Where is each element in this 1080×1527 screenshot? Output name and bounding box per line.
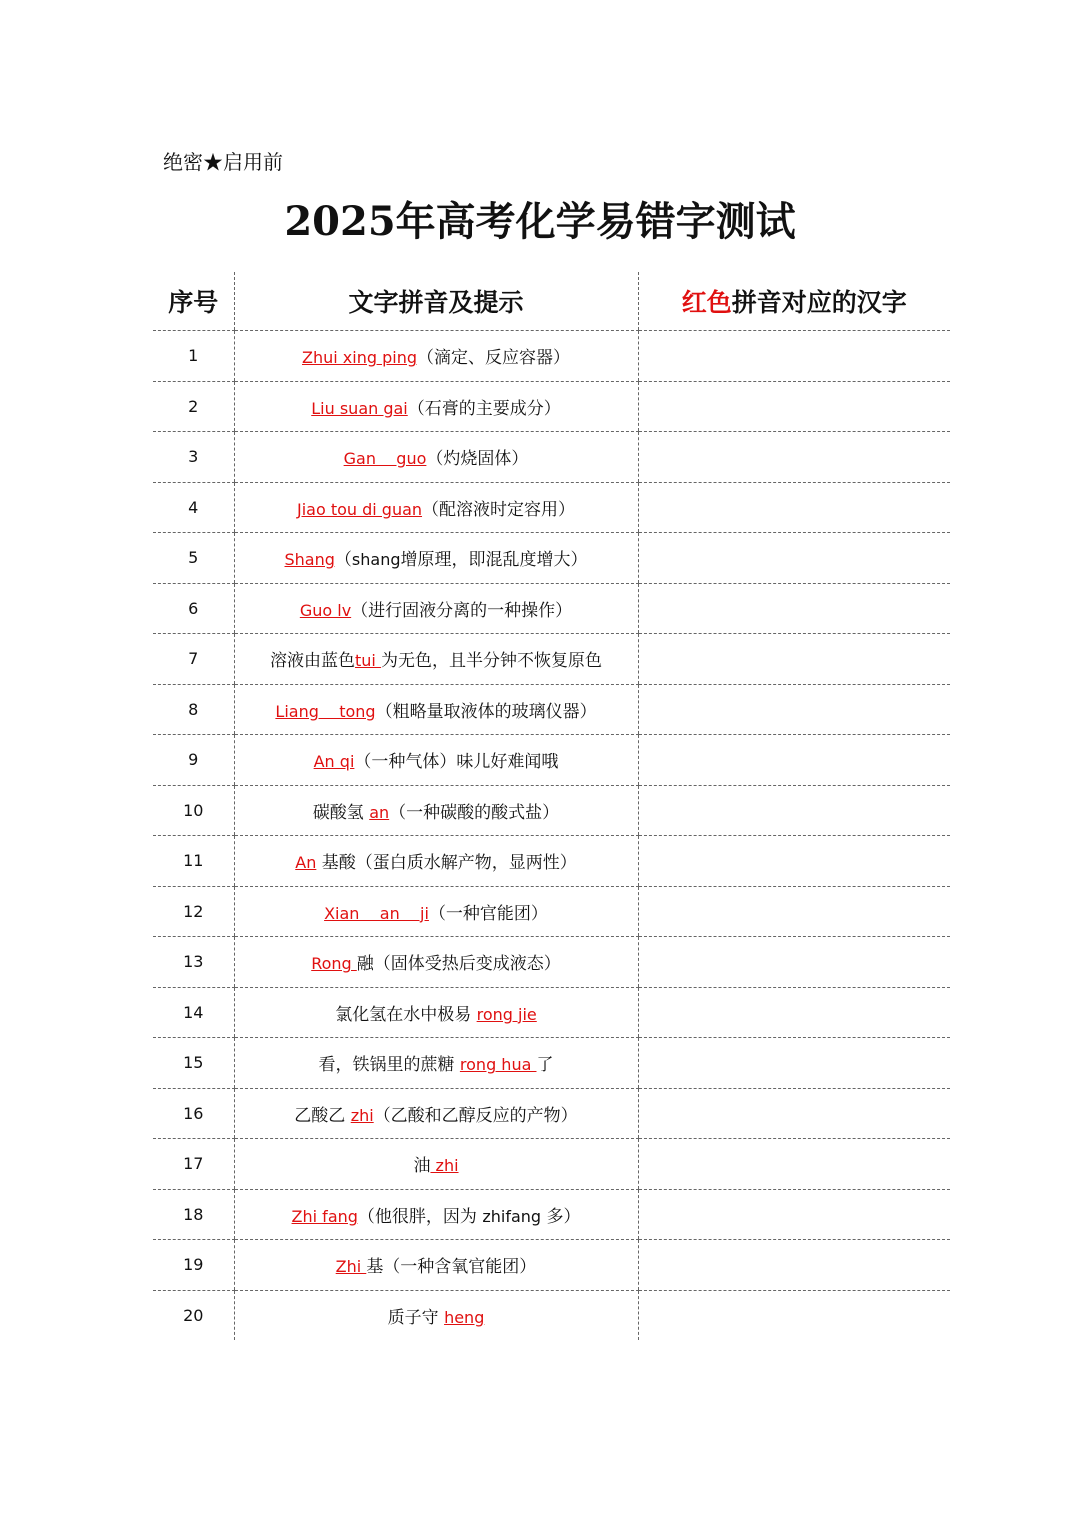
- hint-text: 溶液由蓝色: [270, 651, 356, 672]
- pinyin-hint-cell: [234, 836, 638, 887]
- pinyin-hint-cell: [234, 634, 638, 685]
- hint-latin: shang: [351, 550, 401, 570]
- hint-text: （一种碳酸的酸式盐）: [389, 802, 560, 823]
- pinyin-red: Jiao tou di guan: [296, 499, 423, 519]
- row-number: 7: [153, 634, 234, 685]
- pinyin-red: Liang tong: [275, 701, 376, 721]
- answer-cell[interactable]: [638, 482, 950, 533]
- hint-text: （石膏的主要成分）: [407, 398, 561, 419]
- pinyin-red: heng: [444, 1307, 485, 1327]
- answer-cell[interactable]: [638, 1139, 950, 1190]
- hint-text: 碳酸氢: [312, 802, 370, 823]
- row-number: 8: [153, 684, 234, 735]
- pinyin-red: Gan guo: [343, 449, 427, 469]
- row-number: 10: [153, 785, 234, 836]
- secret-mark: 绝密★启用前: [163, 150, 283, 174]
- answer-cell[interactable]: [638, 987, 950, 1038]
- table-row: [153, 735, 950, 786]
- answer-cell[interactable]: [638, 937, 950, 988]
- hint-text: （他很胖，因为: [357, 1206, 483, 1227]
- table-row: [153, 1240, 950, 1291]
- table-row: [153, 937, 950, 988]
- pinyin-hint-cell: [234, 432, 638, 483]
- hint-text: 为无色，且半分钟不恢复原色: [380, 651, 602, 672]
- row-number: 16: [153, 1088, 234, 1139]
- pinyin-red: Xian an ji: [324, 903, 429, 923]
- pinyin-red: rong jie: [476, 1004, 537, 1024]
- row-number: 4: [153, 482, 234, 533]
- hint-text: （: [334, 550, 352, 571]
- answer-cell[interactable]: [638, 1189, 950, 1240]
- pinyin-red: Liu suan gai: [311, 398, 408, 418]
- answer-cell[interactable]: [638, 1240, 950, 1291]
- pinyin-hint-cell: [234, 987, 638, 1038]
- row-number: 17: [153, 1139, 234, 1190]
- row-number: 12: [153, 886, 234, 937]
- pinyin-hint-cell: [234, 785, 638, 836]
- hint-text: （粗略量取液体的玻璃仪器）: [375, 701, 597, 722]
- hint-text: 多）: [541, 1206, 581, 1227]
- header-answer: [638, 272, 950, 331]
- answer-cell[interactable]: [638, 836, 950, 887]
- table-row: [153, 684, 950, 735]
- answer-cell[interactable]: [638, 634, 950, 685]
- table-row: [153, 634, 950, 685]
- hint-text: （一种气体）味儿好难闻哦: [354, 752, 559, 773]
- table-row: [153, 432, 950, 483]
- row-number: 11: [153, 836, 234, 887]
- answer-cell[interactable]: [638, 684, 950, 735]
- hint-text: 乙酸乙: [294, 1105, 351, 1126]
- row-number: 15: [153, 1038, 234, 1089]
- table-row: [153, 1139, 950, 1190]
- hint-text: （乙酸和乙醇反应的产物）: [373, 1105, 578, 1126]
- answer-cell[interactable]: [638, 785, 950, 836]
- pinyin-hint-cell: [234, 886, 638, 937]
- table-row: [153, 1189, 950, 1240]
- pinyin-red: rong hua: [459, 1055, 537, 1075]
- hint-text: 增原理，即混乱度增大）: [400, 550, 588, 571]
- table-row: [153, 482, 950, 533]
- pinyin-red: Guo lv: [299, 600, 352, 620]
- row-number: 5: [153, 533, 234, 584]
- pinyin-red: zhi: [350, 1105, 374, 1125]
- pinyin-hint-cell: [234, 1290, 638, 1340]
- hint-text: （进行固液分离的一种操作）: [351, 600, 573, 621]
- pinyin-red: Rong: [311, 954, 357, 974]
- pinyin-hint-cell: [234, 331, 638, 382]
- pinyin-hint-cell: [234, 381, 638, 432]
- hint-text: 看，铁锅里的蔗糖: [318, 1055, 460, 1076]
- pinyin-hint-cell: [234, 1240, 638, 1291]
- answer-cell[interactable]: [638, 381, 950, 432]
- hint-text: 融（固体受热后变成液态）: [356, 954, 561, 975]
- table-row: [153, 1038, 950, 1089]
- hint-text: （配溶液时定容用）: [422, 499, 576, 520]
- table-row: [153, 381, 950, 432]
- hint-text: 氯化氢在水中极易: [335, 1004, 477, 1025]
- answer-cell[interactable]: [638, 886, 950, 937]
- page-title: 2025年高考化学易错字测试: [284, 198, 796, 245]
- pinyin-red: zhi: [430, 1156, 459, 1176]
- pinyin-red: Zhi: [335, 1257, 367, 1277]
- quiz-table: [153, 272, 950, 1340]
- pinyin-hint-cell: [234, 684, 638, 735]
- table-row: [153, 1290, 950, 1340]
- pinyin-hint-cell: [234, 1189, 638, 1240]
- pinyin-hint-cell: [234, 937, 638, 988]
- row-number: 2: [153, 381, 234, 432]
- table-row: [153, 886, 950, 937]
- row-number: 9: [153, 735, 234, 786]
- table-row: [153, 583, 950, 634]
- pinyin-hint-cell: [234, 533, 638, 584]
- row-number: 1: [153, 331, 234, 382]
- header-answer-red: 红色: [681, 288, 732, 317]
- hint-latin: zhifang: [482, 1206, 542, 1226]
- pinyin-red: An qi: [313, 752, 355, 772]
- header-answer-rest: 拼音对应的汉字: [731, 288, 907, 317]
- pinyin-hint-cell: [234, 583, 638, 634]
- pinyin-hint-cell: [234, 735, 638, 786]
- hint-text: （滴定、反应容器）: [416, 348, 570, 369]
- pinyin-red: tui: [355, 651, 381, 671]
- pinyin-hint-cell: [234, 1038, 638, 1089]
- row-number: 13: [153, 937, 234, 988]
- answer-cell[interactable]: [638, 583, 950, 634]
- hint-text: （灼烧固体）: [426, 449, 529, 470]
- row-number: 19: [153, 1240, 234, 1291]
- answer-cell[interactable]: [638, 432, 950, 483]
- pinyin-red: Zhi fang: [291, 1206, 358, 1226]
- table-header-row: [153, 272, 950, 331]
- row-number: 14: [153, 987, 234, 1038]
- table-row: [153, 533, 950, 584]
- table-row: [153, 987, 950, 1038]
- hint-text: 基（一种含氧官能团）: [366, 1257, 537, 1278]
- row-number: 20: [183, 1305, 204, 1325]
- header-pinyin-hint: 文字拼音及提示: [234, 272, 638, 331]
- answer-cell[interactable]: [638, 1290, 950, 1340]
- pinyin-red: an: [369, 802, 390, 822]
- table-row: [153, 1088, 950, 1139]
- pinyin-hint-cell: [234, 1088, 638, 1139]
- table-row: [153, 836, 950, 887]
- hint-text: 基酸（蛋白质水解产物，显两性）: [316, 853, 577, 874]
- pinyin-red: An: [295, 853, 317, 873]
- answer-cell[interactable]: [638, 533, 950, 584]
- answer-cell[interactable]: [638, 735, 950, 786]
- pinyin-red: Zhui xing ping: [302, 348, 417, 368]
- row-number: 3: [153, 432, 234, 483]
- hint-text: 质子守: [387, 1307, 445, 1328]
- hint-text: 油: [413, 1156, 431, 1177]
- header-number: 序号: [153, 272, 234, 331]
- table-row: [153, 331, 950, 382]
- row-number: 6: [153, 583, 234, 634]
- pinyin-hint-cell: [234, 1139, 638, 1190]
- hint-text: 了: [536, 1055, 554, 1076]
- hint-text: （一种官能团）: [428, 903, 548, 924]
- answer-cell[interactable]: [638, 331, 950, 382]
- answer-cell[interactable]: [638, 1038, 950, 1089]
- table-row: [153, 785, 950, 836]
- pinyin-hint-cell: [234, 482, 638, 533]
- answer-cell[interactable]: [638, 1088, 950, 1139]
- row-number: 18: [153, 1189, 234, 1240]
- pinyin-red: Shang: [284, 550, 335, 570]
